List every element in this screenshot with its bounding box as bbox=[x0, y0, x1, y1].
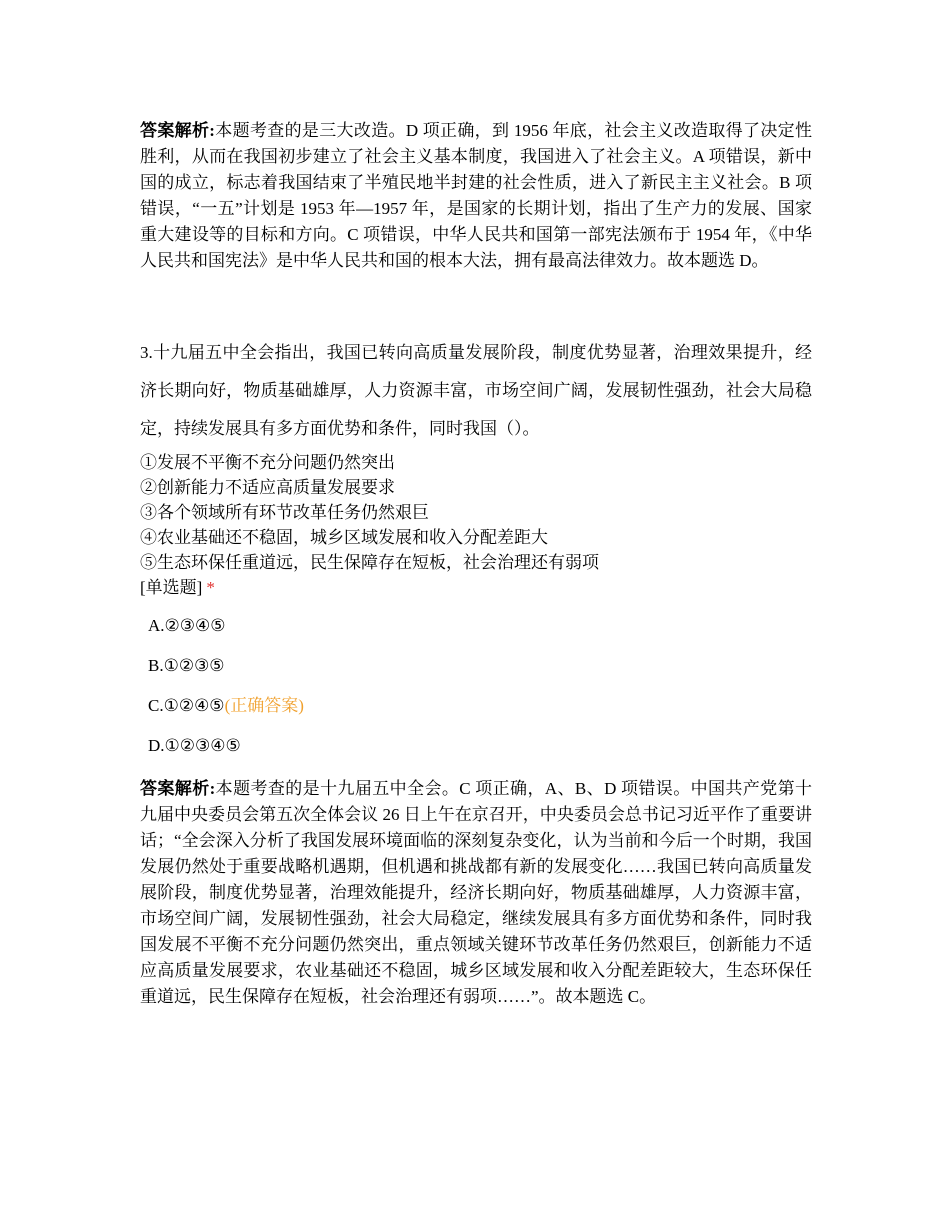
question-3-stem: 3.十九届五中全会指出，我国已转向高质量发展阶段，制度优势显著，治理效果提升，经济长期向好，物质基础雄厚，人力资源丰富，市场空间广阔，发展韧性强劲，社会大局稳定，持续发展具有多方面优势和条件，同时我国（）。 bbox=[140, 343, 812, 438]
question-type-label: [单选题] bbox=[140, 578, 203, 597]
option-c-label: C.①②④⑤ bbox=[148, 696, 225, 715]
option-b: B.①②③⑤ bbox=[148, 656, 225, 675]
statement-item: ④农业基础还不稳固，城乡区域发展和收入分配差距大 bbox=[140, 528, 548, 547]
explanation-text: 本题考查的是三大改造。D 项正确，到 1956 年底，社会主义改造取得了决定性胜利，从而在我国初步建立了社会主义基本制度，我国进入了社会主义。A 项错误，新中国的成立，标志着我国结束了半殖民地半封建的社会性质，进入了新民主主义社会。B 项错误，“一五”计划是 1953 年—1957 年，是国家的长期计划，指出了生产力的发展、国家重大建设等的目标和方向。C 项错误，中华人民共和国第一部宪法颁布于 1954 年，《中华人民共和国宪法》是中华人民共和国的根本大法，拥有最高法律效力。故本题选 D。 bbox=[140, 121, 812, 270]
question-3-explanation bbox=[140, 776, 812, 1010]
question-type bbox=[140, 575, 812, 600]
statement-item: ⑤生态环保任重道远，民生保障存在短板，社会治理还有弱项 bbox=[140, 553, 599, 572]
statement-item: ②创新能力不适应高质量发展要求 bbox=[140, 478, 395, 497]
option-d: D.①②③④⑤ bbox=[148, 736, 241, 755]
option-c bbox=[140, 686, 812, 726]
required-mark: * bbox=[206, 578, 215, 597]
statement-item: ③各个领域所有环节改革任务仍然艰巨 bbox=[140, 503, 429, 522]
statement-list bbox=[140, 450, 812, 575]
spacer bbox=[140, 274, 812, 334]
answer-label: 答案解析: bbox=[140, 779, 216, 798]
document-page bbox=[140, 118, 812, 1010]
statement-item: ①发展不平衡不充分问题仍然突出 bbox=[140, 453, 395, 472]
answer-options bbox=[140, 606, 812, 766]
explanation-text: 本题考查的是十九届五中全会。C 项正确，A、B、D 项错误。中国共产党第十九届中央委员会第五次全体会议 26 日上午在京召开，中央委员会总书记习近平作了重要讲话；“全会深入分析了我国发展环境面临的深刻复杂变化，认为当前和今后一个时期，我国发展仍然处于重要战略机遇期，但机遇和挑战都有新的发展变化……我国已转向高质量发展阶段，制度优势显著，治理效能提升，经济长期向好，物质基础雄厚，人力资源丰富，市场空间广阔，发展韧性强劲，社会大局稳定，继续发展具有多方面优势和条件，同时我国发展不平衡不充分问题仍然突出，重点领域关键环节改革任务仍然艰巨，创新能力不适应高质量发展要求，农业基础还不稳固，城乡区域发展和收入分配差距较大，生态环保任重道远，民生保障存在短板，社会治理还有弱项……”。故本题选 C。 bbox=[140, 779, 812, 1006]
correct-answer-tag: (正确答案) bbox=[224, 696, 304, 715]
answer-label: 答案解析: bbox=[140, 121, 215, 140]
previous-explanation bbox=[140, 118, 812, 274]
option-a: A.②③④⑤ bbox=[148, 616, 226, 635]
